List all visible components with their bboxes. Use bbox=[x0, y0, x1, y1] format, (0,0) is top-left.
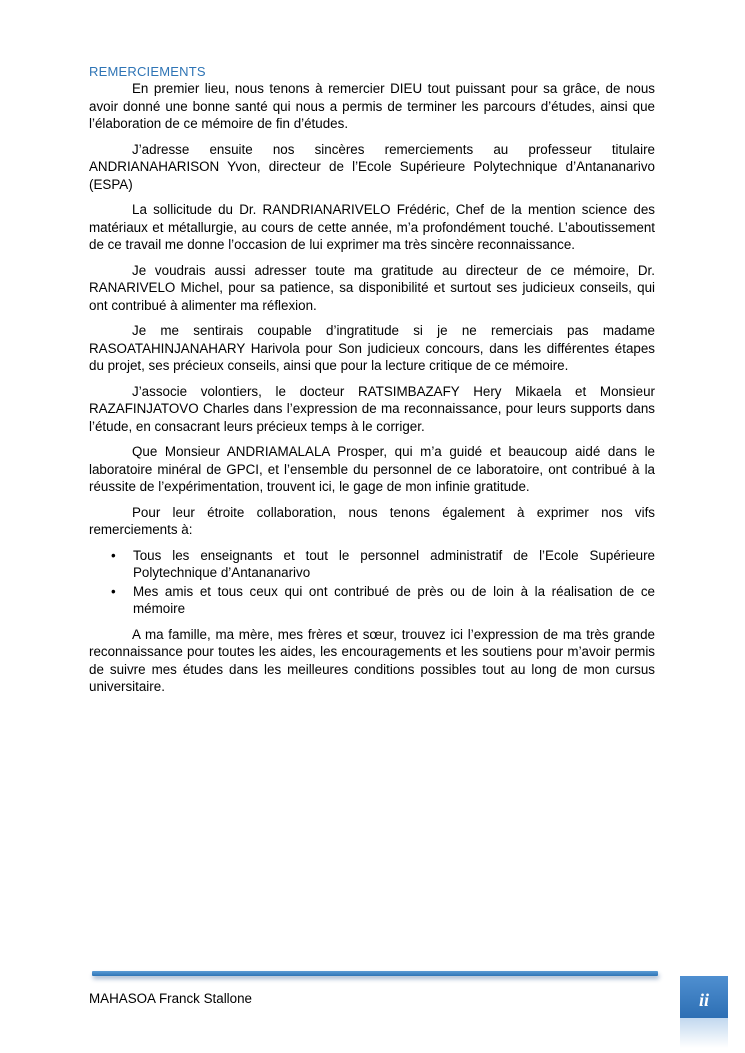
paragraph: J’adresse ensuite nos sincères remerciements au professeur titulaire ANDRIANAHARISON Yvon, directeur de l’Ecole Supérieure Polytechnique d’Antananarivo (ESPA) bbox=[89, 141, 655, 192]
list-item-text: Mes amis et tous ceux qui ont contribué de près ou de loin à la réalisation de ce mémoire bbox=[133, 583, 655, 616]
list-item bbox=[89, 583, 655, 618]
paragraph: J’associe volontiers, le docteur RATSIMBAZAFY Hery Mikaela et Monsieur RAZAFINJATOVO Charles dans l’expression de ma reconnaissance, pour leurs supports dans l’étude, en consacrant leurs précieux temps à le corriger. bbox=[89, 383, 655, 434]
paragraph: Pour leur étroite collaboration, nous tenons également à exprimer nos vifs remerciements à: bbox=[89, 504, 655, 537]
list-item bbox=[89, 547, 655, 582]
closing-paragraph: A ma famille, ma mère, mes frères et sœur, trouvez ici l’expression de ma très grande reconnaissance pour toutes les aides, les encouragements et les soutiens pour m’avoir permis de suivre mes études dans les meilleures conditions possibles tout au long de mon cursus universitaire. bbox=[89, 626, 655, 694]
footer-author: MAHASOA Franck Stallone bbox=[89, 991, 252, 1006]
bullet-list bbox=[89, 547, 655, 618]
section-heading: REMERCIEMENTS bbox=[89, 64, 206, 79]
page-content bbox=[89, 63, 655, 704]
bullet-icon: • bbox=[111, 583, 116, 599]
paragraph: Je me sentirais coupable d’ingratitude si je ne remerciais pas madame RASOATAHINJANAHARY Harivola pour Son judicieux concours, dans les différentes étapes du projet, ses précieux conseils, ainsi que pour la lecture critique de ce mémoire. bbox=[89, 323, 655, 373]
bullet-icon: • bbox=[111, 547, 116, 563]
list-item-text: Tous les enseignants et tout le personnel administratif de l’Ecole Supérieure Polytechnique d’Antananarivo bbox=[133, 547, 655, 580]
paragraph: La sollicitude du Dr. RANDRIANARIVELO Frédéric, Chef de la mention science des matériaux et métallurgie, au cours de cette année, m’a profondément touché. L’aboutissement de ce travail me donne l’occasion de lui exprimer ma très sincère reconnaissance. bbox=[89, 202, 655, 252]
page-number-badge bbox=[680, 976, 728, 1018]
page-number: ii bbox=[698, 990, 709, 1010]
paragraph: Je voudrais aussi adresser toute ma gratitude au directeur de ce mémoire, Dr. RANARIVELO Michel, pour sa patience, sa disponibilité et surtout ses judicieux conseils, qui ont contribué à alimenter ma réflexion. bbox=[89, 262, 655, 313]
paragraph: Que Monsieur ANDRIAMALALA Prosper, qui m’a guidé et beaucoup aidé dans le laboratoire minéral de GPCI, et l’ensemble du personnel de ce laboratoire, ont contribué à la réussite de l’expérimentation, trouvent ici, le gage de mon infinie gratitude. bbox=[89, 444, 655, 494]
paragraph: En premier lieu, nous tenons à remercier DIEU tout puissant pour sa grâce, de nous avoir donné une bonne santé qui nous a permis de terminer les parcours d’études, ainsi que l’élaboration de ce mémoire de fin d’études. bbox=[89, 81, 655, 131]
page-number-reflection bbox=[680, 1018, 728, 1048]
footer-divider bbox=[92, 971, 658, 976]
